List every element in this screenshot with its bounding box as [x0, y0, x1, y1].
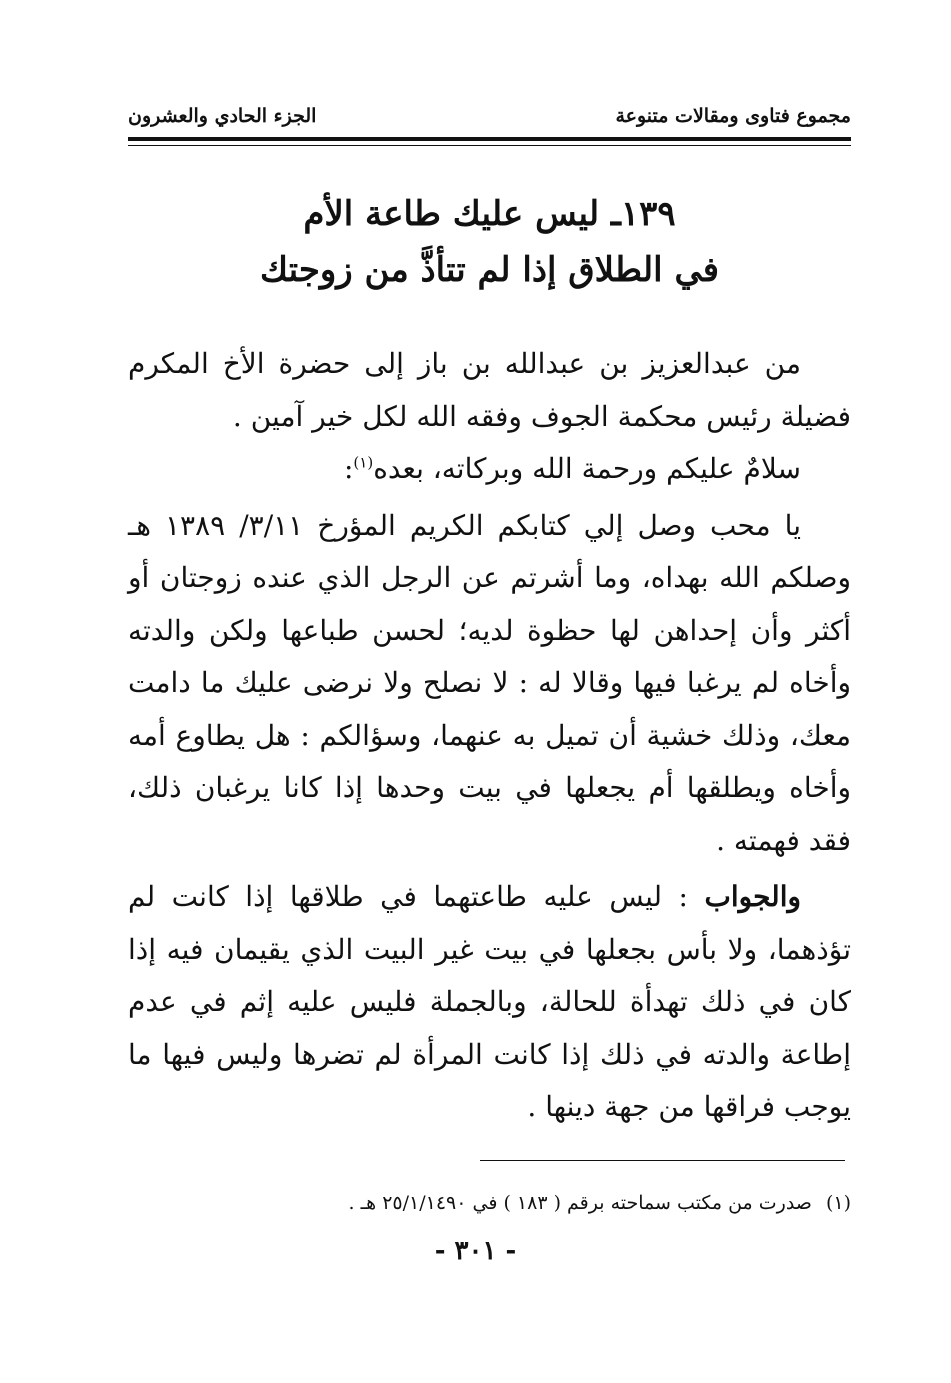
greeting-colon: : [343, 452, 354, 485]
footnote-text: صدرت من مكتب سماحته برقم ( ١٨٣ ) في ٢٥/١/١٤٩٠ هـ . [348, 1192, 812, 1214]
answer-text: : ليس عليه طاعتهما في طلاقها إذا كانت لم تؤذهما، ولا بأس بجعلها في بيت غير البيت الذي يقيمان فيه إذا كان في ذلك تهدأة للحالة، وبالجملة فليس عليه إثم في عدم إطاعة والدته في ذلك إذا كانت المرأة لم تضرها وليس فيها ما يوجب فراقها من جهة دينها . [128, 880, 851, 1123]
article-body [128, 338, 851, 1134]
running-header [128, 100, 851, 132]
footnote-separator [480, 1160, 845, 1161]
greeting-text: سلامٌ عليكم ورحمة الله وبركاته، بعده [373, 452, 801, 485]
footnote-ref: (١) [353, 453, 374, 472]
title-line-2: في الطلاق إذا لم تتأذَّ من زوجتك [259, 250, 720, 290]
opening-paragraph: من عبدالعزيز بن عبدالله بن باز إلى حضرة الأخ المكرم فضيلة رئيس محكمة الجوف وفقه الله لكل خير آمين . [128, 347, 851, 433]
footnote-number: (١) [825, 1192, 851, 1214]
answer-paragraph [128, 871, 851, 1134]
title-line-1: ١٣٩ـ ليس عليك طاعة الأم [303, 194, 676, 234]
answer-label: والجواب [704, 880, 801, 913]
article-title [128, 186, 851, 298]
volume-label: الجزء الحادي والعشرون [128, 105, 317, 127]
header-rule-thick [128, 137, 851, 141]
header-rule-thin [128, 145, 851, 146]
footnote [128, 1188, 851, 1218]
page-number: - ٣٠١ - [434, 1236, 517, 1266]
greeting-paragraph [128, 443, 851, 496]
question-paragraph: يا محب وصل إلي كتابكم الكريم المؤرخ ٣/١١/ ١٣٨٩ هـ وصلكم الله بهداه، وما أشرتم عن الرجل الذي عنده زوجتان أو أكثر وأن إحداهن لها حظوة لديه؛ لحسن طباعها ولكن والدته وأخاه لم يرغبا فيها وقالا له : لا نصلح ولا نرضى عليك ما دامت معك، وذلك خشية أن تميل به عنهما، وسؤالكم : هل يطاوع أمه وأخاه ويطلقها أم يجعلها في بيت وحدها إذا كانا يرغبان ذلك، فقد فهمته . [128, 508, 851, 857]
book-title: مجموع فتاوى ومقالات متنوعة [615, 105, 851, 127]
